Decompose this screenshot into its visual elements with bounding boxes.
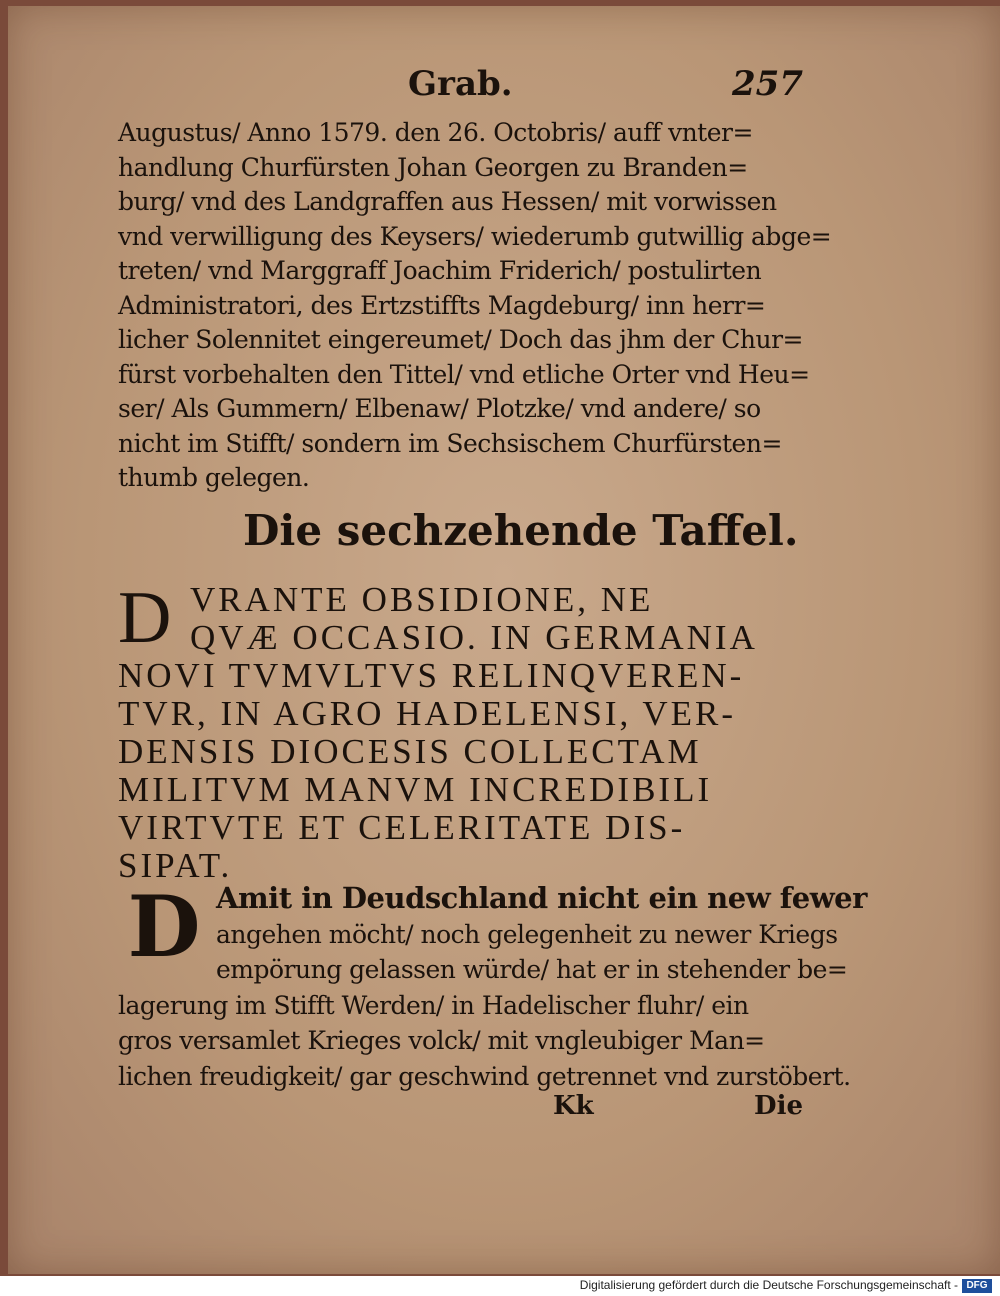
latin-line: VIRTVTE ET CELERITATE DIS- bbox=[118, 808, 686, 847]
text-line: Administratori, des Ertzstiffts Magdeburg/ inn herr= bbox=[118, 290, 766, 320]
latin-line: QVÆ OCCASIO. IN GERMANIA bbox=[190, 618, 758, 657]
latin-line: NOVI TVMVLTVS RELINQVEREN- bbox=[118, 656, 745, 695]
text-line: burg/ vnd des Landgraffen aus Hessen/ mit vorwissen bbox=[118, 187, 777, 216]
latin-line: TVR, IN AGRO HADELENSI, VER- bbox=[118, 694, 737, 733]
latin-line: DENSIS DIOCESIS COLLECTAM bbox=[118, 732, 702, 771]
text-line: vnd verwilligung des Keysers/ wiederumb gutwillig abge= bbox=[118, 221, 832, 251]
text-line: Augustus/ Anno 1579. den 26. Octobris/ auff vnter= bbox=[118, 118, 753, 147]
text-line: fürst vorbehalten den Tittel/ vnd etliche Orter vnd Heu= bbox=[118, 359, 810, 389]
dfg-logo-icon[interactable]: DFG bbox=[962, 1279, 992, 1293]
text-line: treten/ vnd Marggraff Joachim Friderich/ postulirten bbox=[118, 256, 762, 285]
page-number: 257 bbox=[732, 64, 803, 104]
latin-line: VRANTE OBSIDIONE, NE bbox=[190, 580, 654, 619]
german-paragraph bbox=[118, 877, 867, 1094]
text-line: ser/ Als Gummern/ Elbenaw/ Plotzke/ vnd andere/ so bbox=[118, 394, 761, 423]
german-line: angehen möcht/ noch gelegenheit zu newer Kriegs bbox=[216, 919, 838, 949]
text-line: licher Solennitet eingereumet/ Doch das jhm der Chur= bbox=[118, 325, 803, 354]
section-title: Die sechzehende Taffel. bbox=[243, 506, 799, 555]
book-page bbox=[8, 6, 1000, 1274]
page-foot bbox=[118, 1091, 808, 1127]
german-line: lichen freudigkeit/ gar geschwind getrennet vnd zurstöbert. bbox=[118, 1061, 851, 1091]
ornamental-initial: D bbox=[127, 877, 201, 976]
page-header bbox=[118, 64, 808, 108]
german-line: Amit in Deudschland nicht ein new fewer bbox=[216, 881, 867, 915]
latin-caption bbox=[118, 577, 808, 885]
funding-credit: Digitalisierung gefördert durch die Deutsche Forschungsgemeinschaft - bbox=[579, 1278, 958, 1292]
text-line: nicht im Stifft/ sondern im Sechsischem Churfürsten= bbox=[118, 428, 782, 458]
catchword: Die bbox=[754, 1091, 803, 1121]
latin-line: MILITVM MANVM INCREDIBILI bbox=[118, 770, 713, 809]
german-line: gros versamlet Krieges volck/ mit vngleubiger Man= bbox=[118, 1026, 765, 1055]
running-head: Grab. bbox=[408, 64, 513, 104]
latin-line: SIPAT. bbox=[118, 846, 233, 885]
german-line: empörung gelassen würde/ hat er in stehender be= bbox=[216, 955, 848, 984]
latin-dropcap: D bbox=[118, 577, 172, 659]
footer-bar bbox=[0, 1276, 1000, 1296]
german-line: lagerung im Stifft Werden/ in Hadelischer fluhr/ ein bbox=[118, 990, 749, 1020]
signature-mark: Kk bbox=[553, 1091, 594, 1121]
text-line: thumb gelegen. bbox=[118, 463, 310, 492]
text-line: handlung Churfürsten Johan Georgen zu Branden= bbox=[118, 152, 748, 182]
body-paragraph bbox=[118, 116, 832, 496]
